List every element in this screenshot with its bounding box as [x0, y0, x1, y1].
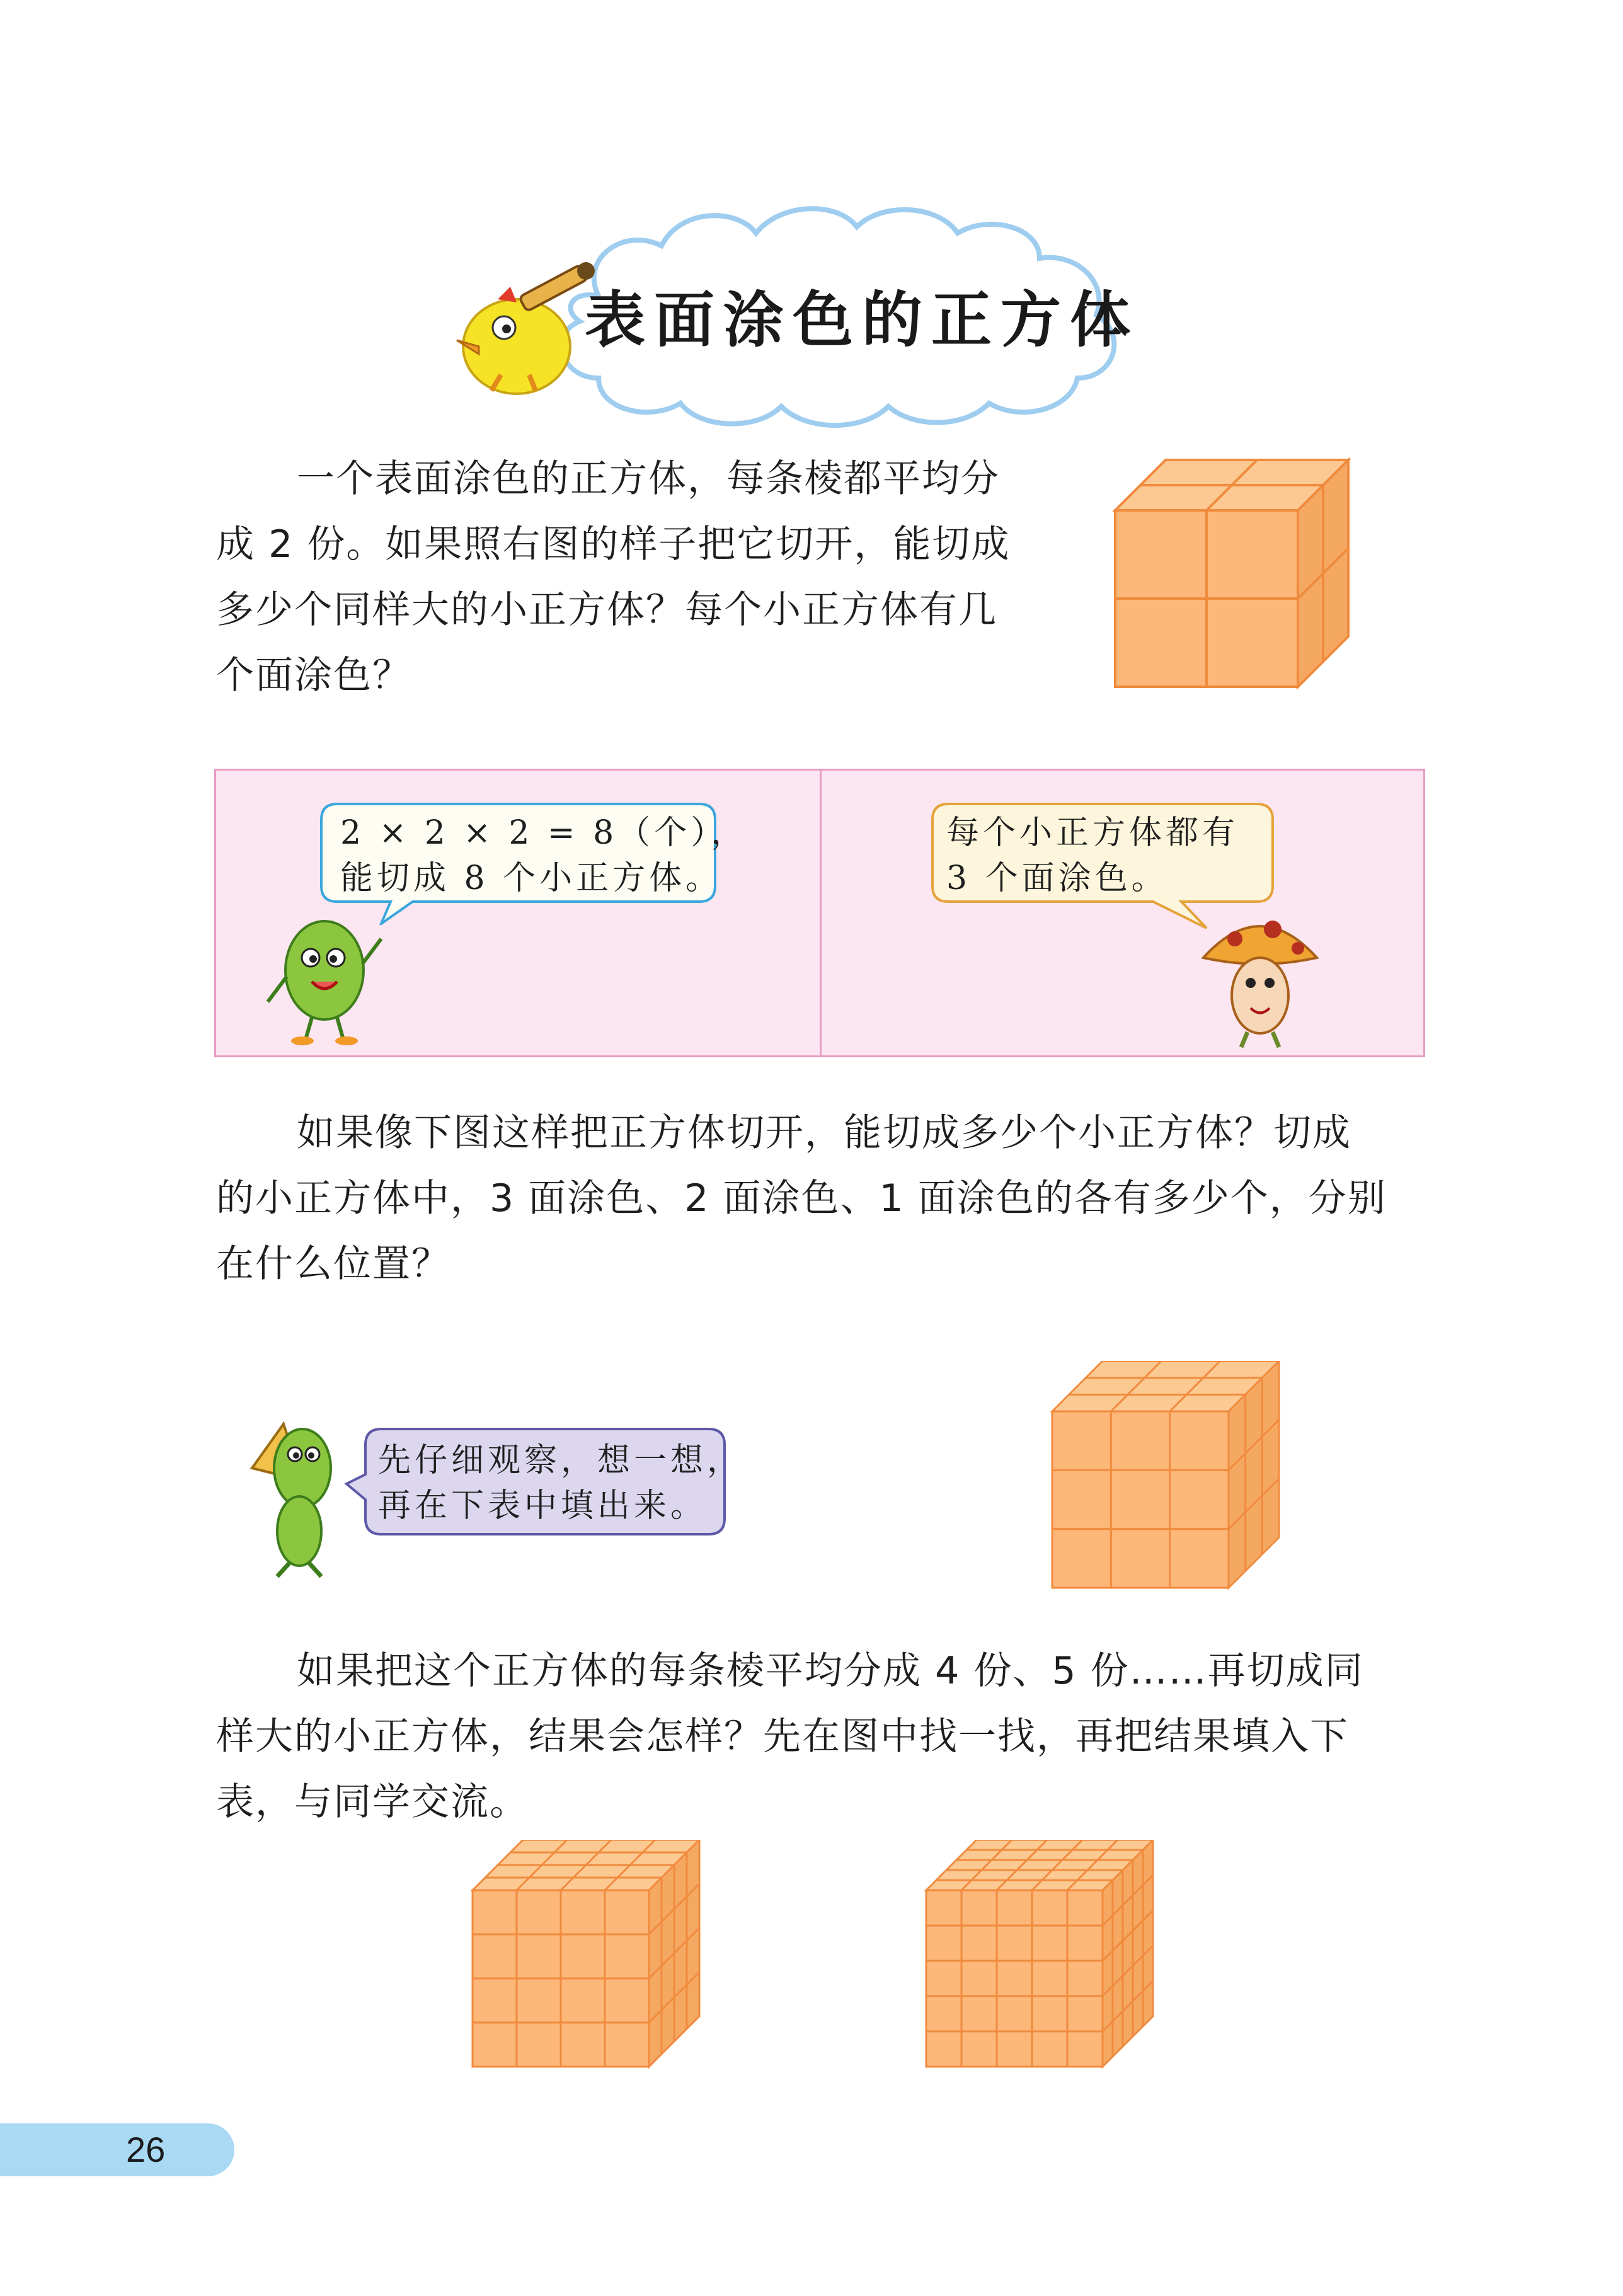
question-3-paragraph: 如果把这个正方体的每条棱平均分成 4 份、5 份……再切成同 样大的小正方体，结果会怎样？先在图中找一找，再把结果填入下 表，与同学交流。	[216, 1649, 1364, 1824]
pea-pod-character-icon	[239, 1411, 353, 1581]
mushroom-character-icon	[1197, 907, 1323, 1052]
hint-bubble-text: 先仔细观察，想一想， 再在下表中填出来。	[378, 1442, 744, 1525]
page-number: 26	[126, 2130, 166, 2169]
chick-mascot-icon	[441, 252, 605, 397]
green-bean-character-icon	[261, 907, 387, 1046]
cube-3x3x3-figure	[1046, 1361, 1292, 1607]
page-title: 表面涂色的正方体	[585, 285, 1139, 355]
cube-5x5x5-figure	[920, 1840, 1172, 2086]
intro-paragraph: 一个表面涂色的正方体，每条棱都平均分 成 2 份。如果照右图的样子把它切开，能切成 多少个同样大的小正方体？每个小正方体有几 个面涂色？	[216, 457, 1011, 697]
cube-2x2x2-figure	[1109, 454, 1361, 699]
cube-4x4x4-figure	[466, 1840, 718, 2086]
question-2-paragraph: 如果像下图这样把正方体切开，能切成多少个小正方体？切成 的小正方体中，3 面涂色、2 面涂色、1 面涂色的各有多少个，分别 在什么位置？	[216, 1111, 1387, 1286]
right-bubble-text: 每个小正方体都有 3 个面涂色。	[946, 814, 1239, 897]
left-bubble-text: 2 × 2 × 2 = 8（个）， 能切成 8 个小正方体。	[340, 814, 748, 897]
panel-divider	[820, 769, 822, 1057]
